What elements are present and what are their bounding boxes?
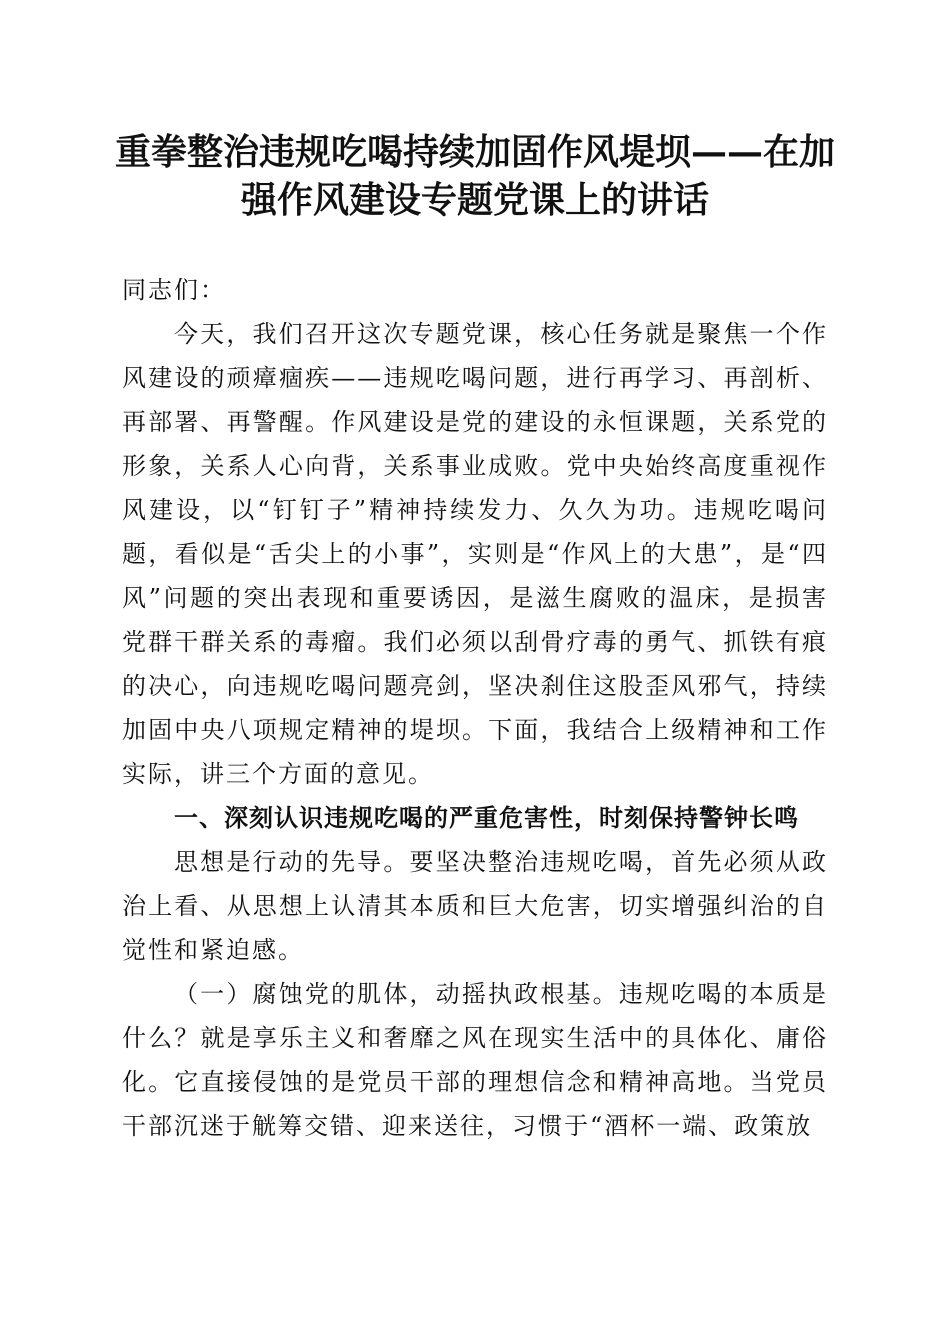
document-body (122, 268, 828, 1148)
section-1-paragraph: 思想是行动的先导。要坚决整治违规吃喝，首先必须从政治上看、从思想上认清其本质和巨大危害，切实增强纠治的自觉性和紧迫感。 (122, 848, 828, 964)
subsection-1-paragraph (122, 972, 828, 1148)
salutation: 同志们： (122, 276, 226, 304)
document-title (110, 128, 840, 224)
title-line-2: 强作风建设专题党课上的讲话 (240, 179, 709, 221)
section-1-heading: 一、深刻认识违规吃喝的严重危害性，时刻保持警钟长鸣 (174, 804, 799, 832)
subsection-1-lead: （一）腐蚀党的肌体，动摇执政根基。 (174, 980, 619, 1008)
subsection-1-text: 违规吃喝的本质是什么？就是享乐主义和奢靡之风在现实生活中的具体化、庸俗化。它直接侵蚀的是党员干部的理想信念和精神高地。当党员干部沉迷于觥筹交错、迎来送往，习惯于“酒杯一端、政策放 (122, 980, 829, 1140)
intro-paragraph: 今天，我们召开这次专题党课，核心任务就是聚焦一个作风建设的顽瘴痼疾——违规吃喝问题，进行再学习、再剖析、再部署、再警醒。作风建设是党的建设的永恒课题，关系党的形象，关系人心向背，关系事业成败。党中央始终高度重视作风建设，以“钉钉子”精神持续发力、久久为功。违规吃喝问题，看似是“舌尖上的小事”，实则是“作风上的大患”，是“四风”问题的突出表现和重要诱因，是滋生腐败的温床，是损害党群干群关系的毒瘤。我们必须以刮骨疗毒的勇气、抓铁有痕的决心，向违规吃喝问题亮剑，坚决刹住这股歪风邪气，持续加固中央八项规定精神的堤坝。下面，我结合上级精神和工作实际，讲三个方面的意见。 (122, 320, 828, 788)
title-line-1: 重拳整治违规吃喝持续加固作风堤坝——在加 (114, 131, 835, 173)
